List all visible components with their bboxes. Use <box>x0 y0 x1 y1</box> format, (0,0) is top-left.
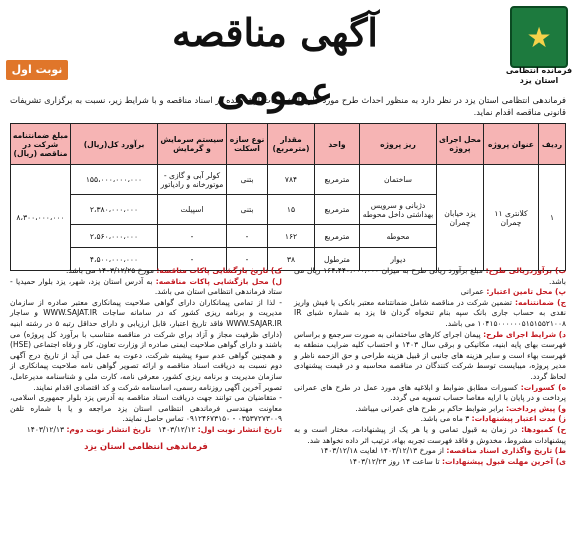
publish-date-first <box>10 425 282 436</box>
section-text: ۱۴۰۳/۱۲/۱۲ <box>158 424 196 434</box>
table-cell: ۴،۵۰۰،۰۰۰،۰۰۰ <box>71 248 158 271</box>
table-cell: - <box>158 225 227 248</box>
section-label: ل) محل بازگشایی پاکات مناقصه: <box>155 276 282 286</box>
table-row <box>11 165 566 195</box>
org-label <box>504 66 574 86</box>
col-header: نوع سازه اسکلت <box>227 124 268 165</box>
table-cell: دیوار <box>360 248 437 271</box>
right-column <box>294 266 566 467</box>
section-text: کسورات مطابق ضوابط و ابلاغیه های مورد عمل در طرح های عمرانی پرداخت و در پایان با ارایه مفاصا حساب تسویه می گردد. <box>294 382 566 403</box>
section-e <box>294 330 566 383</box>
section-b <box>294 266 566 287</box>
section-text: از مورخ ۱۴۰۳/۱۲/۱۳ لغایت ۱۴۰۳/۱۲/۱۸ <box>320 446 445 456</box>
section-f <box>294 383 566 404</box>
section-d <box>294 298 566 330</box>
table-cell: بتنی <box>227 195 268 225</box>
section-text: عمرانی <box>460 287 485 297</box>
section-j <box>294 446 566 457</box>
table-cell: کولر آبی و گازی - موتورخانه و رادیاتور <box>158 165 227 195</box>
col-header: برآورد کل(ریال) <box>71 124 158 165</box>
col-header: ردیف <box>539 124 566 165</box>
section-k <box>294 457 566 468</box>
section-h <box>294 414 566 425</box>
section-label: تاریخ انتشار نوبت دوم: <box>66 424 151 434</box>
section-text: برابر ضوابط حاکم بر طرح های عمرانی میباشد. <box>355 403 504 413</box>
section-c <box>294 287 566 298</box>
project-table <box>10 123 566 271</box>
notice-title: آگهی مناقصه عمومی <box>172 10 378 113</box>
table-cell: اسپیلت <box>158 195 227 225</box>
table-cell: ۲،۳۸۰،۰۰۰،۰۰۰ <box>71 195 158 225</box>
table-cell: محوطه <box>360 225 437 248</box>
section-text: ۳ ماه می باشد. <box>420 414 470 424</box>
table-cell: یزد خیابان چمران <box>437 165 484 271</box>
table-cell: ۸،۳۰۰،۰۰۰،۰۰۰ <box>11 165 71 271</box>
table-header-row <box>11 124 566 165</box>
org-label-line2: استان یزد <box>519 76 559 85</box>
section-label: ب) برآوردریالی طرح: <box>485 266 566 275</box>
section-invitation: - لذا از تمامی پیمانکاران دارای گواهی صلاحیت پیمانکاری معتبر صادره از سازمان مدیریت و برنامه ریزی کشور که در سامانه ساجات WWW.SAJAT.IR و ساجار WWW.SAJAR.IR فاقد تاریخ اعتبار، قابل ارزیابی و دارای حداقل رتبه ۵ در رشته ابنیه (دارای ظرفیت مجاز و آزاد برای شرکت در مناقصه متناسب با برآورد کل پروژه) می باشند و دارای گواهی صلاحیت ایمنی صادره از وزارت تعاون، کار و رفاه اجتماعی (HSE) و همچنین گواهی عدم سوء پیشینه شرکت، دعوت به عمل می آید از تاریخ درج آگهی دوم نسبت به دریافت اسناد مناقصه و ارائه تصویر گواهی نامه صلاحیت پیمانکاری از سازمان مدیریت و برنامه ریزی کشور، معرفی نامه، کارت ملی و شناسنامه مدیرعامل، تصویر آخرین آگهی روزنامه رسمی، اساسنامه شرکت و کد اقتصادی اقدام نمایند. <box>10 297 282 392</box>
section-label: ه) کسورات: <box>520 382 567 392</box>
section-label: پ) محل تامین اعتبار: <box>486 287 566 297</box>
table-cell: - <box>227 225 268 248</box>
table-cell: مترمربع <box>315 195 360 225</box>
table-cell: ۱۵۵،۰۰۰،۰۰۰،۰۰۰ <box>71 165 158 195</box>
section-text: پیمان اجرای کارهای ساختمانی به صورت سرجمع و براساس فهرست بهای پایه ابنیه، مکانیکی و برقی سال ۱۴۰۳ و احتساب کلیه ضرایب منطقه به فهرست بهاء است و سایر هزینه های جانبی از قبیل هزینه طراحی و حق الزحمه ناظر و مدیر پروژه، میبایست توسط شرکت کنندگان در مناقصه محاسبه و در قیمت پیشنهادی لحاظ گردد. <box>294 329 566 381</box>
table-cell: ساختمان <box>360 165 437 195</box>
table-cell: ۱۵ <box>268 195 315 225</box>
signature: فرماندهی انتظامی استان یزد <box>84 441 208 452</box>
table-cell: ۱۶۲ <box>268 225 315 248</box>
table-cell: مترمربع <box>315 225 360 248</box>
section-label: ح) کمبودها: <box>521 424 566 434</box>
table-cell: ۷۸۴ <box>268 165 315 195</box>
table-cell: - <box>227 248 268 271</box>
section-label: ک) تاریخ بازگشایی پاکات مناقصه: <box>156 266 282 275</box>
table-cell: دژبانی و سرویس بهداشتی داخل محوطه <box>360 195 437 225</box>
section-text: تضمین شرکت در مناقصه شامل ضمانتنامه معتبر بانکی یا فیش واریز نقدی به حساب جاری بانک سپه بنام تنخواه گردان فا یزد به شماره شبای IR ۱۰۴۱۵۰۰۰۰۰۰۵۱۵۱۵۵۲۱۰۰۸ می باشد. <box>294 297 566 328</box>
col-header: عنوان پروژه <box>484 124 539 165</box>
section-i <box>294 425 566 446</box>
table-cell: کلانتری ۱۱ چمران <box>484 165 539 271</box>
section-text: به آدرس استان یزد، شهر، یزد بلوار حمیدیا - ستاد فرماندهی انتظامی استان می باشد. <box>10 276 282 297</box>
col-header: واحد <box>315 124 360 165</box>
table-cell: - <box>158 248 227 271</box>
section-label: ط) تاریخ واگذاری اسناد مناقصه: <box>446 446 566 456</box>
table-cell: مترمربع <box>315 165 360 195</box>
section-label: ی) آخرین مهلت قبول پیشنهادات: <box>441 456 566 466</box>
table-cell: ۲،۵۶۰،۰۰۰،۰۰۰ <box>71 225 158 248</box>
section-text: مورخ ۱۴۰۳/۱۲/۲۵ می باشد. <box>65 266 154 275</box>
table-cell: ۱ <box>539 165 566 271</box>
section-text: مبلغ برآورد ریالی طرح به میزان ۱۶۴،۴۴۰،۰۰۰،۰۰۰ ریال می باشد. <box>294 266 566 286</box>
section-text: تا ساعت ۱۴ روز ۱۴۰۳/۱۲/۲۳ <box>349 456 440 466</box>
intro-text: فرماندهی انتظامی استان یزد در نظر دارد به منظور احداث طرح مورد نیاز، بامشخصات ارائه شده در اسناد مناقصه و با شرایط زیر، نسبت به برگزاری تشریفات قانونی مناقصه اقدام نماید. <box>10 95 566 117</box>
col-header: ریز پروژه <box>360 124 437 165</box>
table-cell: مترطول <box>315 248 360 271</box>
section-label: د) شرایط اجرای طرح: <box>483 329 566 339</box>
col-header: محل اجرای پروژه <box>437 124 484 165</box>
section-label: تاریخ انتشار نوبت اول: <box>197 424 282 434</box>
section-label: ز) مدت اعتبار پیشنهادات: <box>471 414 566 424</box>
col-header: سیستم سرمایش و گرمایش <box>158 124 227 165</box>
section-label: و) پیش پرداخت: <box>505 403 566 413</box>
col-header: مبلغ ضمانتنامه شرکت در مناقصه (ریال) <box>11 124 71 165</box>
col-header: مقدار (مترمربع) <box>268 124 315 165</box>
org-label-line1: فرمانده انتظامی <box>505 66 573 75</box>
table-cell: ۳۸ <box>268 248 315 271</box>
section-text: ۱۴۰۳/۱۲/۱۳ <box>26 424 65 434</box>
left-column <box>10 266 282 452</box>
police-emblem-icon: ★ <box>510 6 568 68</box>
section-text: در زمان به قبول تمامی و یا هر یک از پیشنهادات، مختار است و به پیشنهادات مشروط، مخدوش و فاقد فهرست تجربه بهاء، ترتیب اثر داده نخواهد شد. <box>294 424 566 445</box>
section-opening-date <box>10 266 282 277</box>
table-cell: بتنی <box>227 165 268 195</box>
section-opening-place <box>10 277 282 298</box>
section-g <box>294 404 566 415</box>
nobat-badge: نوبت اول <box>6 60 68 80</box>
section-label: ج) ضمانتنامه: <box>514 297 567 307</box>
section-contact: - متقاضیان می توانند جهت دریافت اسناد مناقصه به آدرس یزد بلوار جمهوری اسلامی، معاونت مهندسی فرماندهی انتظامی استان یزد مراجعه و یا با شماره تلفن ۰۳۵۳۷۲۷۳۰۰۹ - ۰۹۱۲۴۶۷۳۱۵۰ تماس حاصل نمایند. <box>10 393 282 424</box>
